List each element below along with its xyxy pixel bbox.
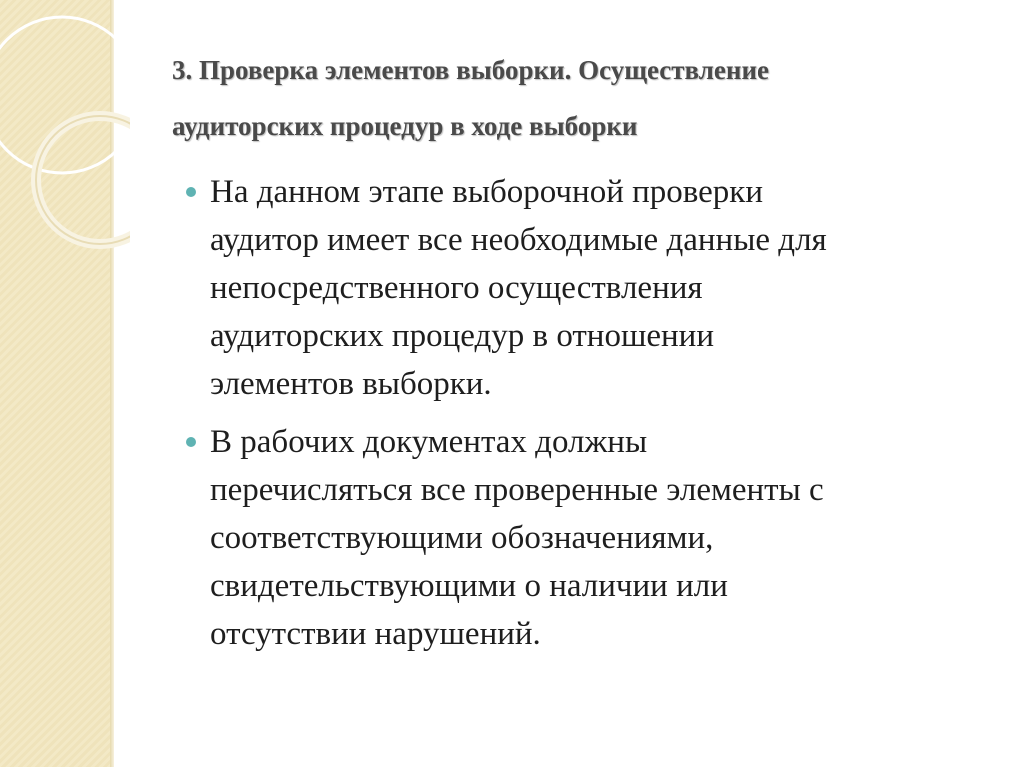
decorative-circle-top: [0, 17, 130, 173]
bullet-1-line-5: элементов выборки.: [210, 366, 492, 402]
bullet-1-line-1: На данном этапе выборочной проверки: [210, 174, 763, 210]
decorative-circle-middle: [36, 116, 130, 244]
bullet-2-line-1: В рабочих документах должны: [210, 424, 648, 460]
bullet-1-line-3: непосредственного осуществления: [210, 270, 703, 306]
title-line-2: аудиторских процедур в ходе выборки: [172, 111, 638, 141]
title-line-1: 3. Проверка элементов выборки. Осуществление: [172, 55, 770, 85]
bullet-2-line-2: перечисляться все проверенные элементы с: [210, 472, 824, 508]
bullet-item-2: [186, 418, 976, 658]
bullet-1-line-2: аудитор имеет все необходимые данные для: [210, 222, 827, 258]
bullet-item-1: [186, 168, 976, 408]
decorative-circles: [0, 0, 130, 767]
bullet-1-line-4: аудиторских процедур в отношении: [210, 318, 715, 354]
bullet-2-line-4: свидетельствующими о наличии или: [210, 568, 728, 604]
bullet-2-line-3: соответствующими обозначениями,: [210, 520, 714, 556]
bullet-dot-icon: [186, 437, 196, 447]
bullet-list: [186, 168, 976, 668]
bullet-dot-icon: [186, 187, 196, 197]
slide-title: [172, 42, 972, 154]
bullet-2-line-5: отсутствии нарушений.: [210, 616, 541, 652]
